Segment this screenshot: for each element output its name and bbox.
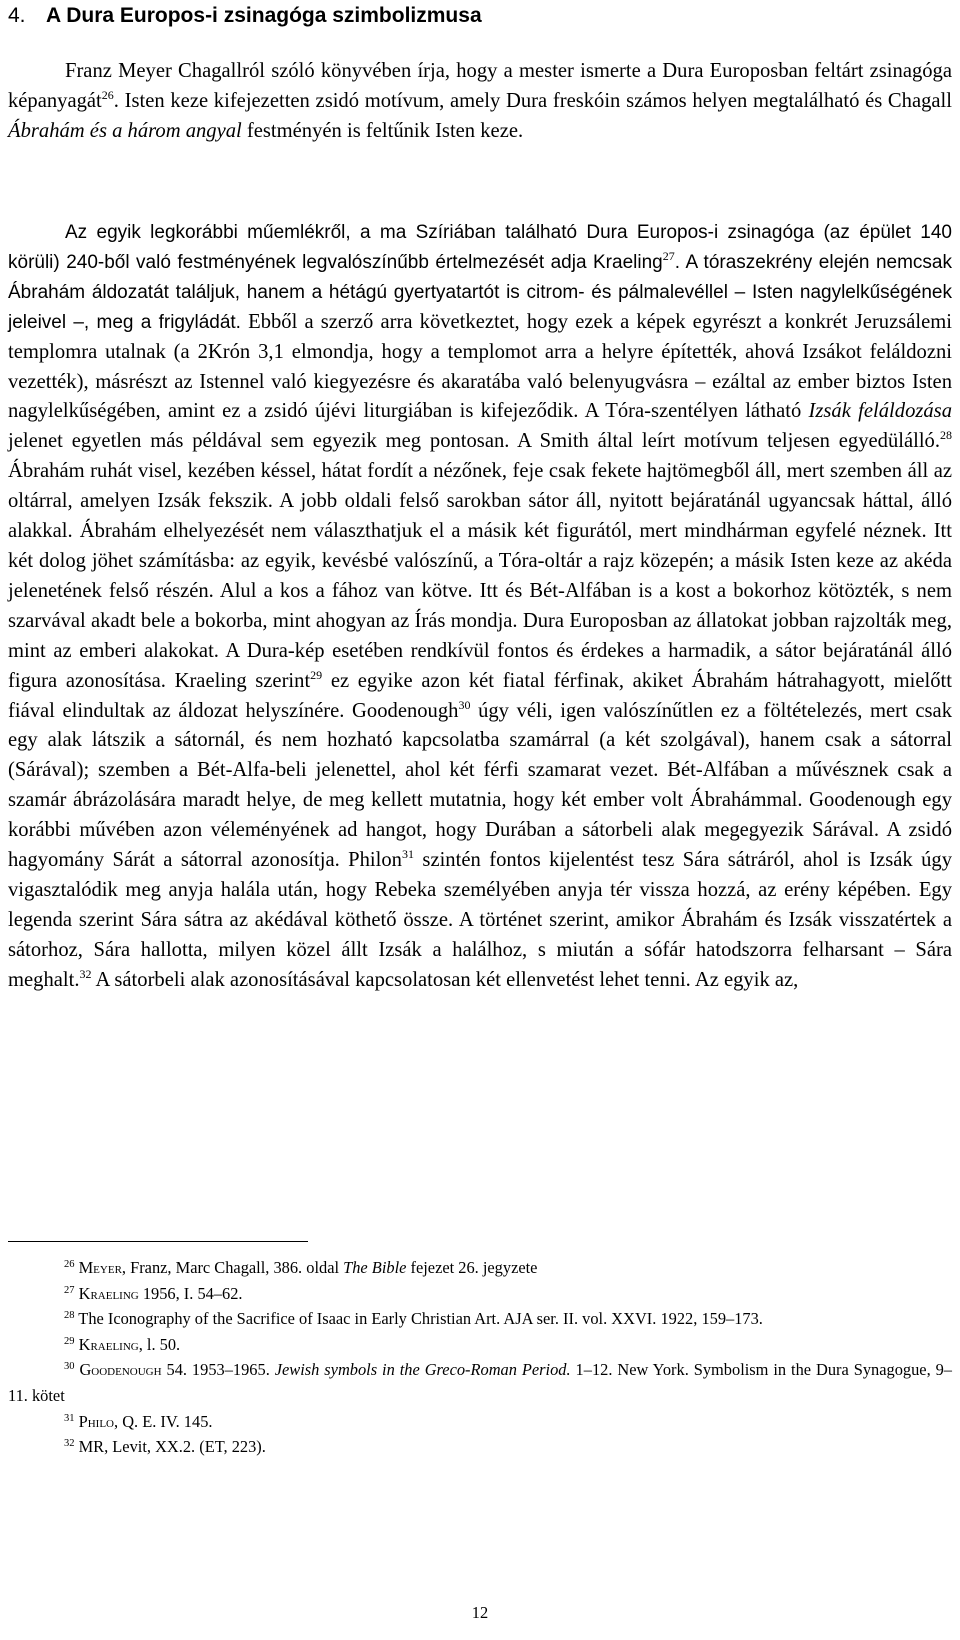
paragraph-main	[8, 218, 952, 996]
paragraph-intro	[8, 57, 952, 147]
text-run: festményén is feltűnik Isten keze.	[241, 119, 524, 142]
text-run: . Isten keze kifejezetten zsidó motívum, amely Dura freskóin számos helyen megtalálható és Chagall	[113, 89, 952, 112]
footnote-number: 26	[64, 1259, 75, 1270]
footnote-separator	[8, 1241, 308, 1242]
text-run: A sátorbeli alak azonosításával kapcsolatosan két ellenvetést lehet tenni. Az egyik az,	[91, 968, 799, 991]
footnote-title: The Bible	[343, 1258, 407, 1277]
footnote-author: Kraeling	[78, 1283, 139, 1303]
footnote-28	[8, 1306, 952, 1332]
text-run: Franz Meyer Chagallról szóló könyvében írja, hogy a mester ismerte a Dura Europosban feltárt zsinagóga képanyagát	[8, 60, 952, 112]
footnote-text: MR, Levit, XX.2. (ET, 223).	[74, 1437, 266, 1457]
footnote-ref-32[interactable]: 32	[79, 966, 92, 981]
footnote-text: 1956, I. 54–62.	[138, 1283, 243, 1303]
footnote-number: 32	[64, 1438, 75, 1450]
footnote-ref-30[interactable]: 30	[458, 697, 471, 712]
footnote-text: fejezet 26. jegyzete	[406, 1258, 538, 1277]
footnote-author: Kraeling	[78, 1334, 139, 1354]
section-heading	[8, 2, 948, 30]
footnote-27	[8, 1281, 952, 1307]
footnote-title: Jewish symbols in the Greco-Roman Period.	[274, 1360, 571, 1380]
artwork-title: Ábrahám és a három angyal	[8, 119, 242, 142]
footnote-text: 1–12. New York. Symbolism in the Dura Synagogue, 9–11. kötet	[8, 1360, 953, 1405]
footnote-number: 30	[64, 1361, 75, 1373]
footnote-29	[8, 1332, 952, 1358]
footnote-text: , Q. E. IV. 145.	[114, 1411, 213, 1431]
text-run: jelenet egyetlen más példával sem egyezik meg pontosan. A Smith által leírt motívum teljesen egyedülálló.	[8, 430, 940, 453]
footnote-author: Meyer	[78, 1258, 122, 1277]
footnote-number: 27	[64, 1284, 75, 1296]
text-run: szintén fontos kijelentést tesz Sára sátráról, ahol is Izsák úgy vigasztalódik meg anyja halála után, hogy Rebeka személyében anyja tér vissza hozzá, az erény képében. Egy legenda szerint Sára sátra az akédával köthető össze. A történet szerint, amikor Ábrahám és Izsák visszatértek a sátorhoz, Sára hallotta, milyen közel állt Izsák a halálhoz, s miután a sófár hatodszorra felharsant – Sára meghalt.	[8, 849, 952, 991]
footnote-31	[8, 1409, 952, 1435]
section-title: A Dura Europos-i zsinagóga szimbolizmusa	[46, 4, 482, 27]
text-run: Ebből a szerző arra következtet, hogy ezek a képek egyrészt a konkrét Jeruzsálemi templomra utalnak (a 2Krón 3,1 elmondja, hogy a templomot arra a helyre építették, ahová Izsákot feláldozni vezették), másrészt az Istennel való kiegyezésre és akaratába való belenyugvásra – ezáltal az ember biztos Isten nagylelkűségében, amint ez a zsidó újévi liturgiában is kifejeződik. A Tóra-szentélyen látható	[8, 310, 952, 423]
text-run: ez egyike azon két fiatal férfinak, akiket Ábrahám hátrahagyott, mielőtt fiával elindultak az áldozat helyszínére. Goodenough	[8, 669, 952, 722]
footnote-author: Philo	[78, 1411, 114, 1431]
text-run: Ábrahám ruhát visel, kezében késsel, hátat fordít a nézőnek, feje csak fekete hajtömegből áll, mert szemben áll az oltárral, amelyen Izsák fekszik. A jobb oldali felső sarokban sátor áll, nyitott bejáratánál ugyancsak háttal, álló alakkal. Ábrahám elhelyezését nem választhatjuk el a másik két figurától, mert mindhárman egyfelé néznek. Itt két dolog jöhet számításba: az egyik, kevésbé valószínű, a Tóra-oltár a rajz közepén; a másik Isten keze az akéda jelenetének felső részén. Alul a kos a fához van kötve. Itt és Bét-Alfában is a kost a bokorhoz kötözték, s nem szarvával akadt bele a bokorba, mint ahogyan az Írás mondja. Dura Europosban az állatokat jobban rajzolták meg, mint az emberi alakokat. A Dura-kép esetében rendkívül fontos és érdekes a harmadik, a sátor bejáratánál álló figura azonosítása. Kraeling szerint	[8, 460, 952, 692]
footnotes-list	[8, 1255, 952, 1460]
footnote-26	[8, 1255, 952, 1281]
footnote-number: 31	[64, 1412, 75, 1424]
footnote-text: , l. 50.	[138, 1334, 181, 1354]
footnote-30	[8, 1357, 952, 1408]
footnote-text: , Franz, Marc Chagall, 386. oldal	[121, 1258, 344, 1277]
footnote-ref-26[interactable]: 26	[101, 87, 114, 102]
footnote-text: 54. 1953–1965.	[161, 1360, 275, 1380]
footnote-text: The Iconography of the Sacrifice of Isaac in Early Christian Art. AJA ser. II. vol. XXVI. 1922, 159–173.	[74, 1309, 763, 1329]
text-run: úgy véli, igen valószínűtlen ez a föltételezés, mert csak egy alak látszik a sátornál, és nem hozható kapcsolatba szamárral (a két szolgával), hanem csak a sátorral (Sárával); szemben a Bét-Alfa-beli jelenettel, ahol két férfi szamarat vezet. Bét-Alfában a művésznek csak a szamár ábrázolására maradt helye, de meg kellett mutatnia, hogy két ember volt Ábrahámmal. Goodenough egy korábbi művében azon véleményének ad hangot, hogy Durában a sátorbeli alak megegyezik Sárával. A zsidó hagyomány Sárát a sátorral azonosítja. Philon	[8, 699, 952, 872]
text-run: . A tóraszekrény elején nemcsak Ábrahám áldozatát találjuk, hanem a hétágú gyertyatartót is citrom- és pálmalevéllel – Isten nagylelkűségének jeleivel –, meg a frigyládát.	[8, 251, 952, 333]
text-run: Az egyik legkorábbi műemlékről, a ma Szíriában található Dura Europos-i zsinagóga (az épület 140 körüli) 240-ből való festményének legvalószínűbb értelmezését adja Kraeling	[8, 222, 952, 273]
footnote-ref-31[interactable]: 31	[401, 847, 414, 862]
footnote-ref-27[interactable]: 27	[662, 248, 675, 263]
footnote-number: 29	[64, 1335, 75, 1347]
page-number: 12	[471, 1603, 489, 1622]
footnote-ref-28[interactable]: 28	[940, 428, 952, 443]
section-number: 4.	[8, 4, 26, 27]
footnote-ref-29[interactable]: 29	[310, 667, 323, 682]
footnote-author: Goodenough	[79, 1360, 162, 1380]
artwork-title: Izsák feláldozása	[808, 400, 952, 423]
footnote-32	[8, 1434, 952, 1460]
footnote-number: 28	[64, 1310, 75, 1322]
